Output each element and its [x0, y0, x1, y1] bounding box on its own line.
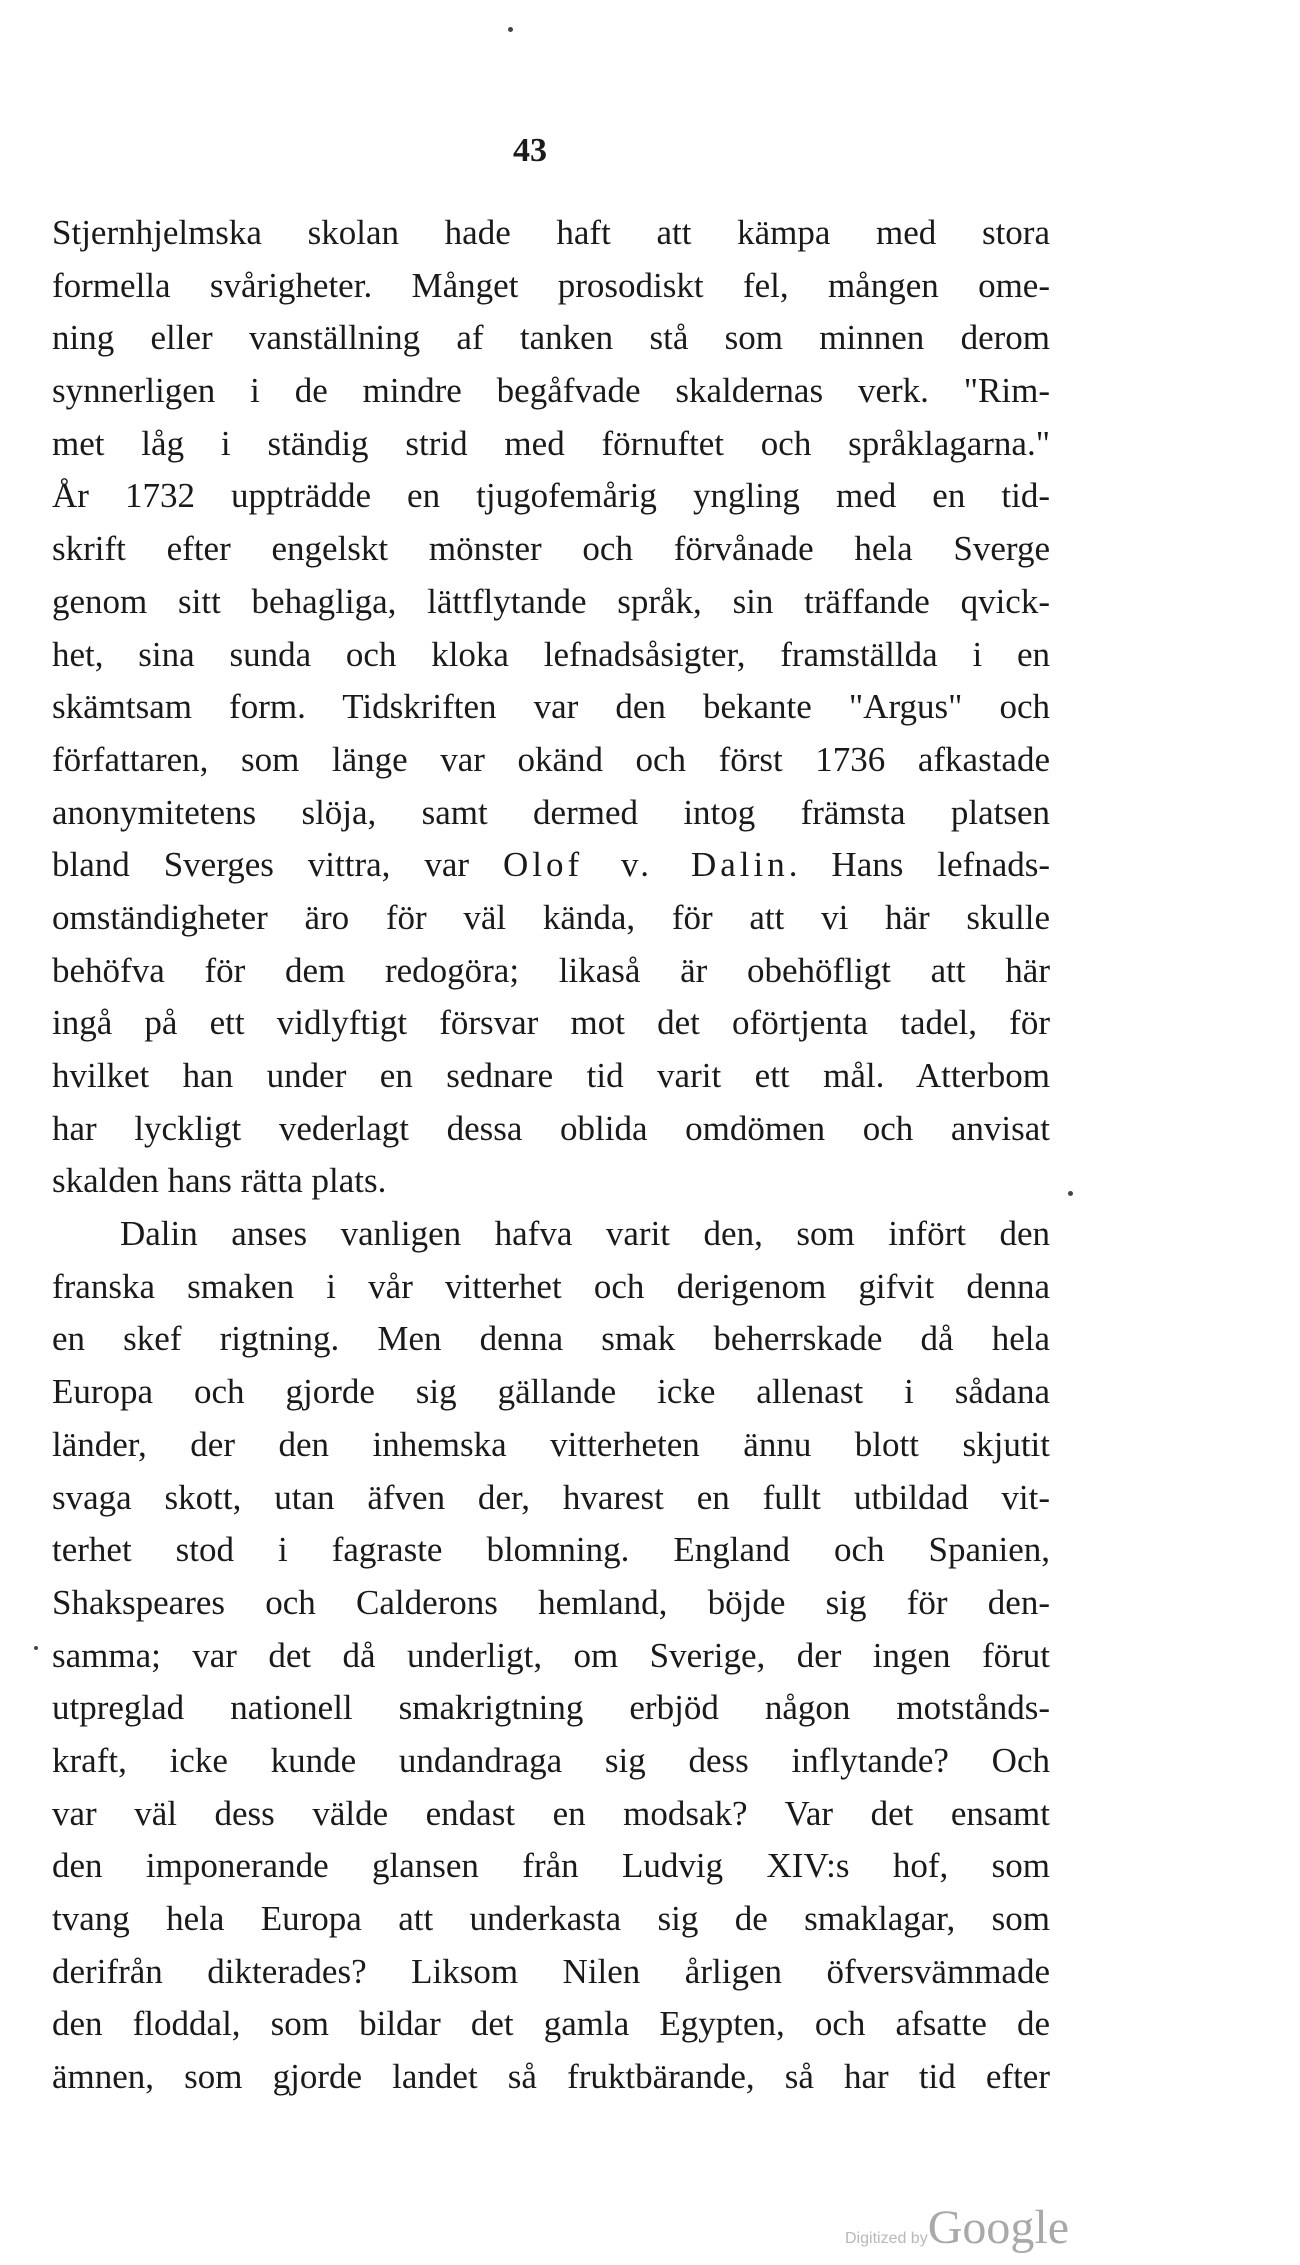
- text-line: met låg i ständig strid med förnuftet och språklagarna.": [52, 423, 1050, 463]
- text-line: författaren, som länge var okänd och först 1736 afkastade: [52, 739, 1050, 779]
- text-line: ämnen, som gjorde landet så fruktbärande, så har tid efter: [52, 2057, 1050, 2097]
- text-line: den floddal, som bildar det gamla Egypten, och afsatte de: [52, 2004, 1050, 2044]
- text-line: het, sina sunda och kloka lefnadsåsigter, framställda i en: [52, 634, 1050, 674]
- paragraph-1: [52, 207, 1050, 1208]
- text-line: År 1732 uppträdde en tjugofemårig yngling med en tid-: [52, 476, 1050, 516]
- text-line: skalden hans rätta plats.: [52, 1161, 387, 1201]
- text-line: en skef rigtning. Men denna smak beherrskade då hela: [52, 1319, 1050, 1359]
- text-line: kraft, icke kunde undandraga sig dess inflytande? Och: [52, 1740, 1050, 1780]
- text-line: Europa och gjorde sig gällande icke allenast i sådana: [52, 1372, 1050, 1412]
- text-line: formella svårigheter. Månget prosodiskt fel, mången ome-: [52, 265, 1050, 305]
- text-line: franska smaken i vår vitterhet och derigenom gifvit denna: [52, 1266, 1050, 1306]
- text-line: tvang hela Europa att underkasta sig de smaklagar, som: [52, 1899, 1050, 1938]
- text-line: länder, der den inhemska vitterheten ännu blott skjutit: [52, 1424, 1050, 1464]
- text-line: Stjernhjelmska skolan hade haft att kämpa med stora: [52, 213, 1050, 252]
- text-line: har lyckligt vederlagt dessa oblida omdömen och anvisat: [52, 1108, 1050, 1148]
- text-line: behöfva för dem redogöra; likaså är obehöfligt att här: [52, 950, 1050, 990]
- text-line: var väl dess välde endast en modsak? Var det ensamt: [52, 1793, 1050, 1833]
- text-line: bland Sverges vittra, var Olof v. Dalin. Hans lefnads-: [52, 845, 1050, 885]
- text-line: den imponerande glansen från Ludvig XIV:s hof, som: [52, 1846, 1050, 1886]
- print-speck-right: [1068, 1191, 1073, 1196]
- text-line: utpreglad nationell smakrigtning erbjöd någon motstånds-: [52, 1688, 1050, 1728]
- print-speck-top: [508, 27, 513, 32]
- text-line: svaga skott, utan äfven der, hvarest en fullt utbildad vit-: [52, 1477, 1050, 1517]
- text-line: anonymitetens slöja, samt dermed intog främsta platsen: [52, 792, 1050, 832]
- text-line: derifrån dikterades? Liksom Nilen årligen öfversvämmade: [52, 1951, 1050, 1991]
- text-line: genom sitt behagliga, lättflytande språk, sin träffande qvick-: [52, 581, 1050, 621]
- google-logo: Google: [927, 2201, 1070, 2254]
- digitized-watermark: [845, 2200, 1105, 2256]
- text-line: Shakspeares och Calderons hemland, böjde sig för den-: [52, 1582, 1050, 1622]
- text-line: samma; var det då underligt, om Sverige, der ingen förut: [52, 1635, 1050, 1675]
- text-line: Dalin anses vanligen hafva varit den, som infört den: [120, 1214, 1050, 1254]
- text-line: hvilket han under en sednare tid varit ett mål. Atterbom: [52, 1056, 1050, 1095]
- text-line: skämtsam form. Tidskriften var den bekante "Argus" och: [52, 687, 1050, 727]
- text-line: ingå på ett vidlyftigt försvar mot det oförtjenta tadel, för: [52, 1003, 1050, 1043]
- paragraph-2: [52, 1208, 1050, 2104]
- text-line: skrift efter engelskt mönster och förvånade hela Sverge: [52, 529, 1050, 569]
- text-line: terhet stod i fagraste blomning. England och Spanien,: [52, 1530, 1050, 1570]
- text-body: [52, 207, 1050, 2104]
- print-speck-left: [34, 1646, 38, 1650]
- page-number: 43: [513, 132, 547, 169]
- text-line: synnerligen i de mindre begåfvade skaldernas verk. "Rim-: [52, 371, 1050, 411]
- text-line: ning eller vanställning af tanken stå som minnen derom: [52, 318, 1050, 358]
- watermark-prefix: Digitized by: [845, 2230, 928, 2247]
- spaced-author-name: Olof v. Dalin: [502, 845, 789, 885]
- text-line: omständigheter äro för väl kända, för att vi här skulle: [52, 897, 1050, 937]
